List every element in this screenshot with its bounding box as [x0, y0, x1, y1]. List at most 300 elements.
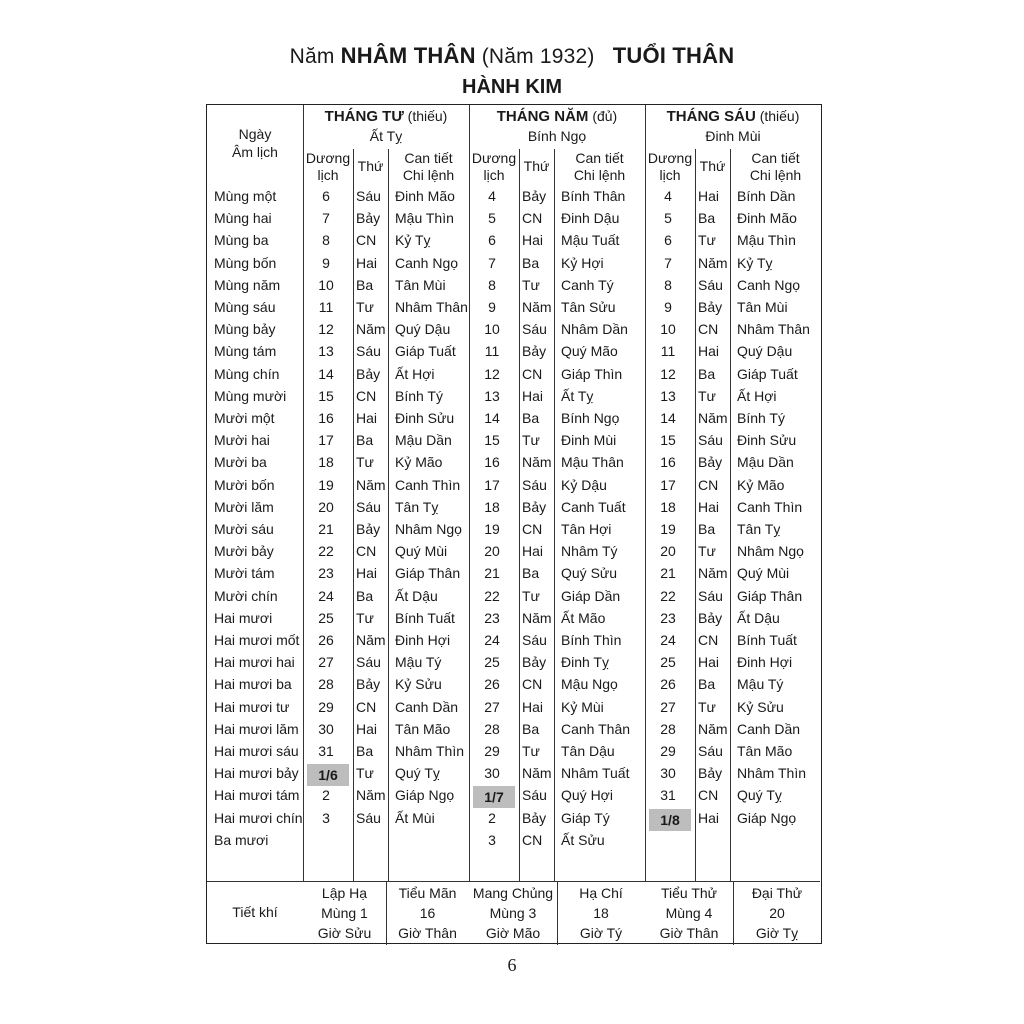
weekday: Sáu [356, 809, 381, 826]
weekday: CN [698, 787, 719, 804]
can-chi: Giáp Dần [561, 587, 621, 604]
solar-date: 30 [660, 765, 676, 782]
can-chi: Kỷ Mão [395, 454, 443, 471]
title-year-number: (Năm 1932) [481, 45, 595, 68]
row-label: Mười một [214, 410, 275, 426]
weekday: Tư [356, 454, 374, 471]
row-label: Mười tám [214, 565, 275, 582]
solar-date: 15 [660, 432, 676, 449]
weekday: Ba [356, 587, 374, 604]
weekday: Sáu [698, 743, 723, 759]
weekday: Bảy [522, 343, 547, 360]
tiet-khi-cell: Giờ Tỵ [755, 925, 799, 941]
solar-date: 7 [488, 254, 496, 271]
can-chi: Giáp Tuất [737, 365, 798, 382]
header-ngay: Ngày [238, 126, 272, 142]
solar-date: 29 [484, 743, 500, 759]
solar-date: 16 [318, 410, 334, 426]
weekday: Tư [356, 299, 374, 315]
row-label: Hai mươi tám [214, 787, 300, 804]
can-chi: Tân Mùi [395, 276, 446, 293]
weekday: Ba [522, 720, 540, 737]
divider-thu-1 [388, 149, 389, 881]
month-type: (đủ) [592, 108, 618, 124]
weekday: Năm [698, 254, 728, 271]
can-chi: Tân Mão [737, 743, 793, 759]
month-header-1 [303, 107, 469, 126]
can-chi: Kỷ Sửu [737, 698, 784, 715]
tiet-khi-cell: Giờ Tý [579, 925, 623, 941]
can-chi: Ất Mùi [395, 809, 435, 826]
can-chi: Mậu Thìn [737, 232, 796, 249]
can-chi: Đinh Hợi [737, 654, 793, 671]
solar-date: 19 [318, 476, 334, 493]
weekday: Bảy [356, 676, 381, 693]
can-chi: Đinh Hợi [395, 632, 451, 648]
solar-date: 14 [484, 410, 500, 426]
can-chi: Đinh Dậu [561, 210, 620, 227]
weekday: CN [522, 831, 543, 848]
header-can-tiet: Can tiết [404, 150, 453, 166]
solar-date: 25 [484, 654, 500, 671]
tiet-khi-cell: Giờ Thân [398, 925, 457, 941]
tiet-khi-cell: Mùng 4 [665, 905, 713, 921]
weekday: Năm [356, 321, 386, 338]
can-chi: Mậu Dần [737, 454, 794, 471]
tiet-khi-cell: 18 [593, 905, 609, 921]
weekday: CN [356, 387, 377, 404]
solar-date: 27 [318, 654, 334, 671]
can-chi: Canh Thân [561, 720, 631, 737]
solar-date: 26 [484, 676, 500, 693]
row-label: Hai mươi bảy [214, 765, 299, 782]
header-chi-lenh: Chi lệnh [573, 167, 626, 183]
can-chi: Đinh Mão [737, 210, 797, 227]
weekday: Ba [698, 365, 716, 382]
weekday: Năm [522, 299, 552, 315]
can-chi: Nhâm Tý [561, 543, 618, 560]
divider-duong-1 [353, 149, 354, 881]
solar-date: 14 [318, 365, 334, 382]
solar-date: 10 [318, 276, 334, 293]
row-label: Mùng tám [214, 343, 277, 360]
weekday: Ba [522, 254, 540, 271]
can-chi: Canh Ngọ [395, 254, 459, 271]
row-label: Hai mươi hai [214, 654, 295, 671]
can-chi: Ất Hợi [737, 387, 777, 404]
header-thu: Thứ [357, 158, 384, 174]
solar-date: 19 [660, 521, 676, 537]
weekday: Sáu [522, 321, 547, 338]
can-chi: Kỷ Dậu [561, 476, 607, 493]
can-chi: Đinh Mão [395, 188, 455, 204]
month-canchi-3: Đinh Mùi [705, 128, 761, 144]
solar-date: 16 [660, 454, 676, 471]
solar-date: 19 [484, 521, 500, 537]
month-name: THÁNG NĂM [496, 108, 589, 125]
weekday: Năm [356, 476, 386, 493]
solar-date: 6 [322, 188, 330, 204]
title-year-name: NHÂM THÂN [340, 43, 476, 68]
divider-duong-2 [519, 149, 520, 881]
weekday: Hai [698, 188, 720, 204]
row-label: Mùng năm [214, 276, 281, 293]
can-chi: Nhâm Thìn [395, 743, 464, 759]
can-chi: Canh Dần [737, 720, 801, 737]
weekday: Năm [522, 609, 552, 626]
can-chi: Nhâm Ngọ [737, 543, 804, 560]
solar-date: 27 [660, 698, 676, 715]
solar-date: 17 [318, 432, 334, 449]
can-chi: Quý Tỵ [737, 787, 782, 804]
row-label: Mười lăm [214, 498, 274, 515]
weekday: Hai [698, 343, 720, 360]
row-label: Hai mươi sáu [214, 743, 299, 759]
weekday: Bảy [698, 765, 723, 782]
can-chi: Quý Mùi [395, 543, 448, 560]
can-chi: Quý Dậu [395, 321, 451, 338]
can-chi: Tân Tỵ [395, 498, 439, 515]
can-chi: Mậu Tuất [561, 232, 620, 249]
solar-date: 15 [318, 387, 334, 404]
solar-date: 12 [660, 365, 676, 382]
solar-date: 5 [488, 210, 496, 227]
solar-date: 1/8 [649, 809, 691, 831]
can-chi: Canh Ngọ [737, 276, 801, 293]
title-prefix: Năm [289, 45, 335, 68]
can-chi: Tân Dậu [561, 743, 615, 759]
can-chi: Nhâm Tuất [561, 765, 630, 782]
weekday: Bảy [522, 498, 547, 515]
can-chi: Tân Hợi [561, 521, 612, 537]
solar-date: 22 [660, 587, 676, 604]
solar-date: 27 [484, 698, 500, 715]
solar-date: 17 [660, 476, 676, 493]
weekday: Tư [698, 543, 716, 560]
divider-thu-3 [730, 149, 731, 881]
solar-date: 11 [660, 343, 676, 360]
weekday: Ba [698, 521, 716, 537]
can-chi: Nhâm Dần [561, 321, 628, 338]
solar-date: 24 [484, 632, 500, 648]
divider-tiet-khi [207, 881, 820, 882]
weekday: CN [356, 698, 377, 715]
weekday: CN [698, 632, 719, 648]
weekday: Sáu [698, 587, 723, 604]
solar-date: 4 [488, 188, 496, 204]
row-label: Mười sáu [214, 521, 274, 537]
weekday: Ba [698, 210, 716, 227]
can-chi: Mậu Dần [395, 432, 452, 449]
can-chi: Bính Tý [395, 387, 443, 404]
header-thu: Thứ [523, 158, 550, 174]
can-chi: Kỷ Hợi [561, 254, 604, 271]
weekday: Sáu [356, 654, 381, 671]
tiet-khi-cell: Đại Thử [751, 885, 803, 901]
weekday: Bảy [356, 521, 381, 537]
weekday: Sáu [522, 476, 547, 493]
tiet-khi-label: Tiết khí [232, 904, 278, 920]
tiet-khi-cell: Mùng 1 [321, 905, 368, 921]
row-label: Hai mươi mốt [214, 632, 300, 648]
month-type: (thiếu) [407, 108, 448, 124]
header-chi-lenh: Chi lệnh [402, 167, 455, 183]
header-duong: Dương [471, 150, 517, 166]
solar-date: 24 [660, 632, 676, 648]
can-chi: Canh Dần [395, 698, 459, 715]
month-header-3 [645, 107, 821, 126]
row-label: Mùng một [214, 188, 277, 204]
can-chi: Canh Tuất [561, 498, 626, 515]
weekday: Bảy [522, 654, 547, 671]
weekday: Tư [522, 276, 540, 293]
solar-date: 31 [660, 787, 676, 804]
weekday: Năm [522, 765, 552, 782]
weekday: Năm [356, 787, 386, 804]
solar-date: 20 [660, 543, 676, 560]
can-chi: Kỷ Tỵ [395, 232, 431, 249]
can-chi: Mậu Tý [395, 654, 442, 671]
header-can-tiet: Can tiết [751, 150, 800, 166]
solar-date: 22 [484, 587, 500, 604]
solar-date: 28 [318, 676, 334, 693]
can-chi: Giáp Thân [395, 565, 461, 582]
can-chi: Tân Mão [395, 720, 451, 737]
weekday: Sáu [522, 632, 547, 648]
can-chi: Quý Sửu [561, 565, 618, 582]
weekday: Sáu [356, 498, 381, 515]
can-chi: Quý Tỵ [395, 765, 440, 782]
can-chi: Đinh Mùi [561, 432, 617, 449]
weekday: Ba [698, 676, 716, 693]
header-duong: Dương [647, 150, 693, 166]
weekday: Bảy [698, 609, 723, 626]
solar-date: 31 [318, 743, 334, 759]
solar-date: 18 [318, 454, 334, 471]
weekday: Sáu [356, 188, 381, 204]
solar-date: 29 [660, 743, 676, 759]
month-canchi-2: Bính Ngọ [527, 128, 587, 144]
row-label: Mùng bảy [214, 321, 276, 338]
weekday: CN [522, 365, 543, 382]
weekday: Hai [356, 254, 378, 271]
weekday: Hai [356, 410, 378, 426]
weekday: Tư [522, 587, 540, 604]
solar-date: 11 [484, 343, 500, 360]
weekday: CN [698, 321, 719, 338]
solar-date: 26 [318, 632, 334, 648]
solar-date: 3 [488, 831, 496, 848]
header-thu: Thứ [699, 158, 726, 174]
can-chi: Kỷ Mùi [561, 698, 604, 715]
row-label: Mùng ba [214, 232, 269, 249]
weekday: Năm [698, 410, 728, 426]
weekday: CN [522, 521, 543, 537]
can-chi: Bính Tý [737, 410, 785, 426]
tiet-khi-cell: Mùng 3 [489, 905, 537, 921]
row-label: Hai mươi lăm [214, 720, 299, 737]
can-chi: Bính Tuất [395, 609, 455, 626]
weekday: Bảy [356, 365, 381, 382]
weekday: Hai [356, 720, 378, 737]
solar-date: 8 [488, 276, 496, 293]
solar-date: 28 [660, 720, 676, 737]
solar-date: 7 [322, 210, 330, 227]
tiet-khi-cell: Tiểu Thử [660, 885, 718, 901]
weekday: CN [522, 676, 543, 693]
weekday: Tư [356, 609, 374, 626]
solar-date: 14 [660, 410, 676, 426]
tiet-khi-cell: Giờ Sửu [317, 925, 372, 941]
weekday: Sáu [522, 787, 547, 804]
weekday: Ba [522, 410, 540, 426]
page-title [0, 40, 1024, 73]
row-label: Mùng sáu [214, 299, 276, 315]
row-label: Mười ba [214, 454, 267, 471]
month-name: THÁNG TƯ [324, 108, 404, 125]
solar-date: 7 [664, 254, 672, 271]
solar-date: 8 [322, 232, 330, 249]
can-chi: Giáp Tý [561, 809, 610, 826]
row-label: Mười bảy [214, 543, 274, 560]
weekday: Hai [522, 543, 544, 560]
weekday: CN [698, 476, 719, 493]
solar-date: 21 [484, 565, 500, 582]
weekday: Bảy [522, 809, 547, 826]
solar-date: 6 [488, 232, 496, 249]
solar-date: 13 [318, 343, 334, 360]
header-chi-lenh: Chi lệnh [749, 167, 802, 183]
solar-date: 29 [318, 698, 334, 715]
can-chi: Bính Tuất [737, 632, 797, 648]
tiet-khi-cell: Hạ Chí [579, 885, 623, 901]
weekday: CN [356, 232, 377, 249]
solar-date: 1/6 [307, 764, 349, 786]
row-label: Hai mươi chín [214, 809, 303, 826]
weekday: Hai [522, 698, 544, 715]
page-number: 6 [507, 955, 517, 975]
solar-date: 20 [318, 498, 334, 515]
solar-date: 13 [484, 387, 500, 404]
solar-date: 18 [660, 498, 676, 515]
row-label: Mùng mười [214, 387, 287, 404]
can-chi: Bính Ngọ [561, 410, 620, 426]
can-chi: Tân Sửu [561, 299, 616, 315]
weekday: Ba [356, 432, 374, 449]
can-chi: Đinh Sửu [737, 432, 797, 449]
weekday: Ba [356, 276, 374, 293]
solar-date: 9 [664, 299, 672, 315]
solar-date: 18 [484, 498, 500, 515]
row-label: Mười bốn [214, 476, 275, 493]
can-chi: Quý Mão [561, 343, 618, 360]
weekday: Bảy [356, 210, 381, 227]
can-chi: Giáp Thìn [561, 365, 623, 382]
can-chi: Tân Mùi [737, 299, 788, 315]
header-lich: lịch [659, 167, 681, 183]
month-header-2 [469, 107, 645, 126]
header-can-tiet: Can tiết [575, 150, 624, 166]
weekday: Hai [522, 232, 544, 249]
can-chi: Giáp Ngọ [395, 787, 455, 804]
row-label: Hai mươi tư [214, 698, 290, 715]
solar-date: 15 [484, 432, 500, 449]
weekday: Sáu [698, 432, 723, 449]
can-chi: Ất Dậu [395, 587, 438, 604]
solar-date: 2 [488, 809, 496, 826]
solar-date: 25 [318, 609, 334, 626]
solar-date: 9 [488, 299, 496, 315]
solar-date: 23 [660, 609, 676, 626]
can-chi: Nhâm Thân [737, 321, 810, 338]
can-chi: Bính Dần [737, 188, 796, 204]
solar-date: 23 [318, 565, 334, 582]
solar-date: 13 [660, 387, 676, 404]
month-type: (thiếu) [759, 108, 800, 124]
row-label: Mùng hai [214, 210, 272, 227]
weekday: Tư [522, 743, 540, 759]
solar-date: 21 [660, 565, 676, 582]
can-chi: Ất Mão [561, 609, 606, 626]
weekday: Tư [698, 387, 716, 404]
solar-date: 22 [318, 543, 334, 560]
tiet-khi-cell: Giờ Thân [659, 925, 719, 941]
calendar-table [206, 104, 822, 944]
solar-date: 25 [660, 654, 676, 671]
can-chi: Nhâm Ngọ [395, 521, 462, 537]
weekday: Hai [698, 654, 720, 671]
can-chi: Mậu Ngọ [561, 676, 618, 693]
weekday: Ba [522, 565, 540, 582]
weekday: CN [356, 543, 377, 560]
can-chi: Kỷ Mão [737, 476, 785, 493]
solar-date: 11 [318, 299, 334, 315]
solar-date: 16 [484, 454, 500, 471]
solar-date: 9 [322, 254, 330, 271]
tiet-khi-cell: Tiểu Mãn [398, 885, 457, 901]
month-canchi-1: Ất Tỵ [369, 128, 403, 144]
row-label: Mười chín [214, 587, 278, 604]
solar-date: 28 [484, 720, 500, 737]
can-chi: Mậu Tý [737, 676, 784, 693]
weekday: Năm [522, 454, 552, 471]
solar-date: 10 [484, 321, 500, 338]
row-label: Hai mươi [214, 609, 273, 626]
solar-date: 2 [322, 787, 330, 804]
month-name: THÁNG SÁU [666, 108, 756, 125]
can-chi: Ất Dậu [737, 609, 780, 626]
weekday: Bảy [698, 454, 723, 471]
header-am-lich: Âm lịch [232, 144, 278, 160]
can-chi: Tân Tỵ [737, 521, 781, 537]
tiet-khi-cell: Lập Hạ [321, 885, 368, 901]
weekday: Bảy [698, 299, 723, 315]
row-label: Ba mươi [214, 831, 269, 848]
solar-date: 30 [484, 765, 500, 782]
weekday: Ba [356, 743, 374, 759]
can-chi: Canh Tý [561, 276, 614, 293]
tiet-khi-cell: Giờ Mão [485, 925, 541, 941]
can-chi: Đinh Tỵ [561, 654, 609, 671]
can-chi: Bính Thìn [561, 632, 622, 648]
weekday: Sáu [356, 343, 381, 360]
row-label: Hai mươi ba [214, 676, 292, 693]
can-chi: Kỷ Sửu [395, 676, 442, 693]
divider-thu-2 [554, 149, 555, 881]
row-label: Mùng chín [214, 365, 280, 382]
can-chi: Ất Sửu [561, 831, 605, 848]
weekday: CN [522, 210, 543, 227]
